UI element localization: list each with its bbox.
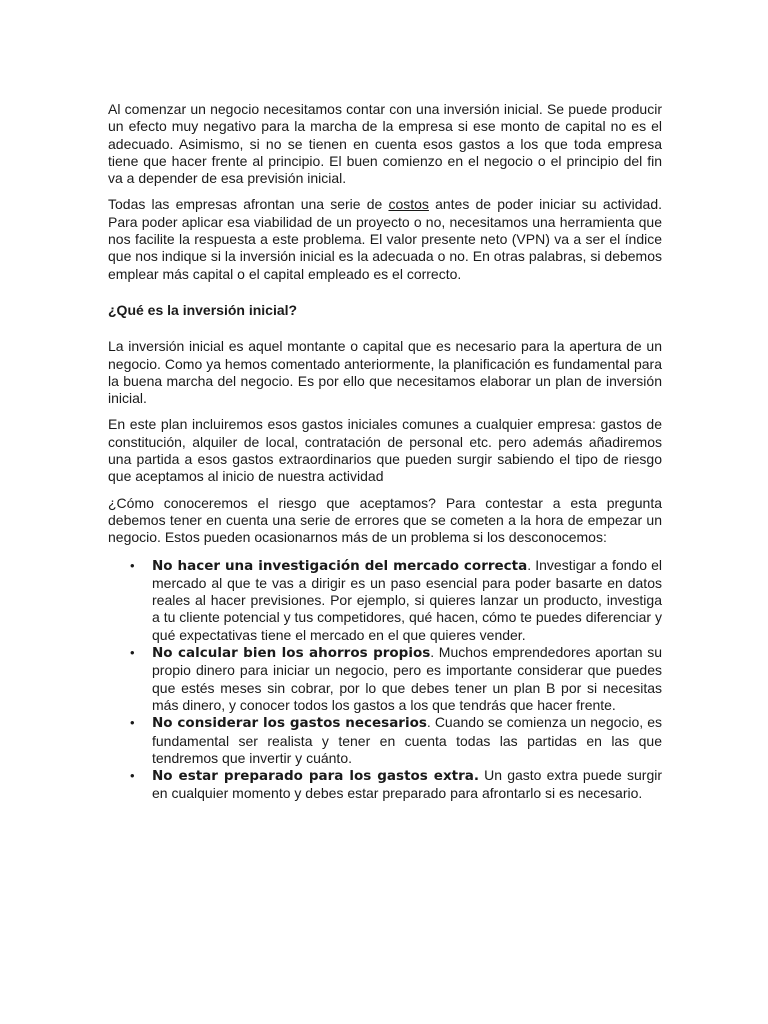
list-item-lead: No calcular bien los ahorros propios — [152, 645, 431, 662]
bullet-icon: • — [130, 715, 135, 731]
risk-paragraph: ¿Cómo conoceremos el riesgo que aceptamos? Para contestar a esta pregunta debemos tener en cuenta una serie de errores que se cometen a la hora de empezar un negocio. Estos pueden ocasionarnos más de un problema si los desconocemos: — [108, 494, 662, 546]
list-item-lead: No hacer una investigación del mercado correcta — [152, 557, 528, 574]
list-item — [108, 714, 662, 767]
bullet-icon: • — [130, 645, 135, 661]
section-heading: ¿Qué es la inversión inicial? — [108, 301, 298, 318]
document-body — [108, 101, 662, 803]
bullet-icon: • — [130, 557, 135, 573]
costs-paragraph-end: antes de poder iniciar su actividad. Para poder aplicar esa viabilidad de un proyecto o no, necesitamos una herramienta que nos facilite la respuesta a este problema. El valor presente neto (VPN) va a ser el índice que nos indique si la inversión inicial es la adecuada o no. En otras palabras, si debemos emplear más capital o el capital empleado es el correcto. — [108, 196, 662, 282]
list-item-text: . Cuando se comienza un negocio, es fundamental ser realista y tener en cuenta todas las partidas en las que tendremos que invertir y cuánto. — [152, 714, 662, 766]
errors-list — [108, 557, 662, 803]
list-item-lead: No estar preparado para los gastos extra. — [152, 768, 480, 785]
plan-paragraph: En este plan incluiremos esos gastos iniciales comunes a cualquier empresa: gastos de constitución, alquiler de local, contratación de personal etc. pero además añadiremos una partida a esos gastos extraordinarios que pueden surgir sabiendo el tipo de riesgo que aceptamos al inicio de nuestra actividad — [108, 416, 662, 485]
list-item-text: . Muchos emprendedores aportan su propio dinero para iniciar un negocio, pero es importante considerar que puedes que estés meses sin cobrar, por lo que debes tener un plan B por si necesitas más dinero, y conocer todos los gastos a los que tendrás que hacer frente. — [152, 644, 662, 713]
list-item-text: . Investigar a fondo el mercado al que te vas a dirigir es un paso esencial para poder basarte en datos reales al hacer previsiones. Por ejemplo, si quieres lanzar un producto, investiga a tu cliente potencial y tus competidores, qué hacen, cómo te puedes diferenciar y qué expectativas tiene el mercado en el que quieres vender. — [152, 556, 662, 643]
costs-paragraph — [108, 196, 662, 282]
definition-paragraph: La inversión inicial es aquel montante o capital que es necesario para la apertura de un negocio. Como ya hemos comentado anteriormente, la planificación es fundamental para la buena marcha del negocio. Es por ello que necesitamos elaborar un plan de inversión inicial. — [108, 338, 662, 407]
costs-paragraph-start: Todas las empresas afrontan una serie de — [108, 196, 389, 213]
bullet-icon: • — [130, 768, 135, 784]
list-item — [108, 767, 662, 803]
list-item-lead: No considerar los gastos necesarios — [152, 715, 427, 732]
list-item-text: Un gasto extra puede surgir en cualquier momento y debes estar preparado para afrontarlo si es necesario. — [152, 767, 663, 802]
list-item — [108, 644, 662, 714]
intro-paragraph: Al comenzar un negocio necesitamos contar con una inversión inicial. Se puede producir un efecto muy negativo para la marcha de la empresa si ese monto de capital no es el adecuado. Asimismo, si no se tienen en cuenta esos gastos a los que toda empresa tiene que hacer frente al principio. El buen comienzo en el negocio o el principio del fin va a depender de esa previsión inicial. — [108, 101, 662, 187]
list-item — [108, 557, 662, 644]
costs-link[interactable]: costos — [388, 196, 429, 213]
